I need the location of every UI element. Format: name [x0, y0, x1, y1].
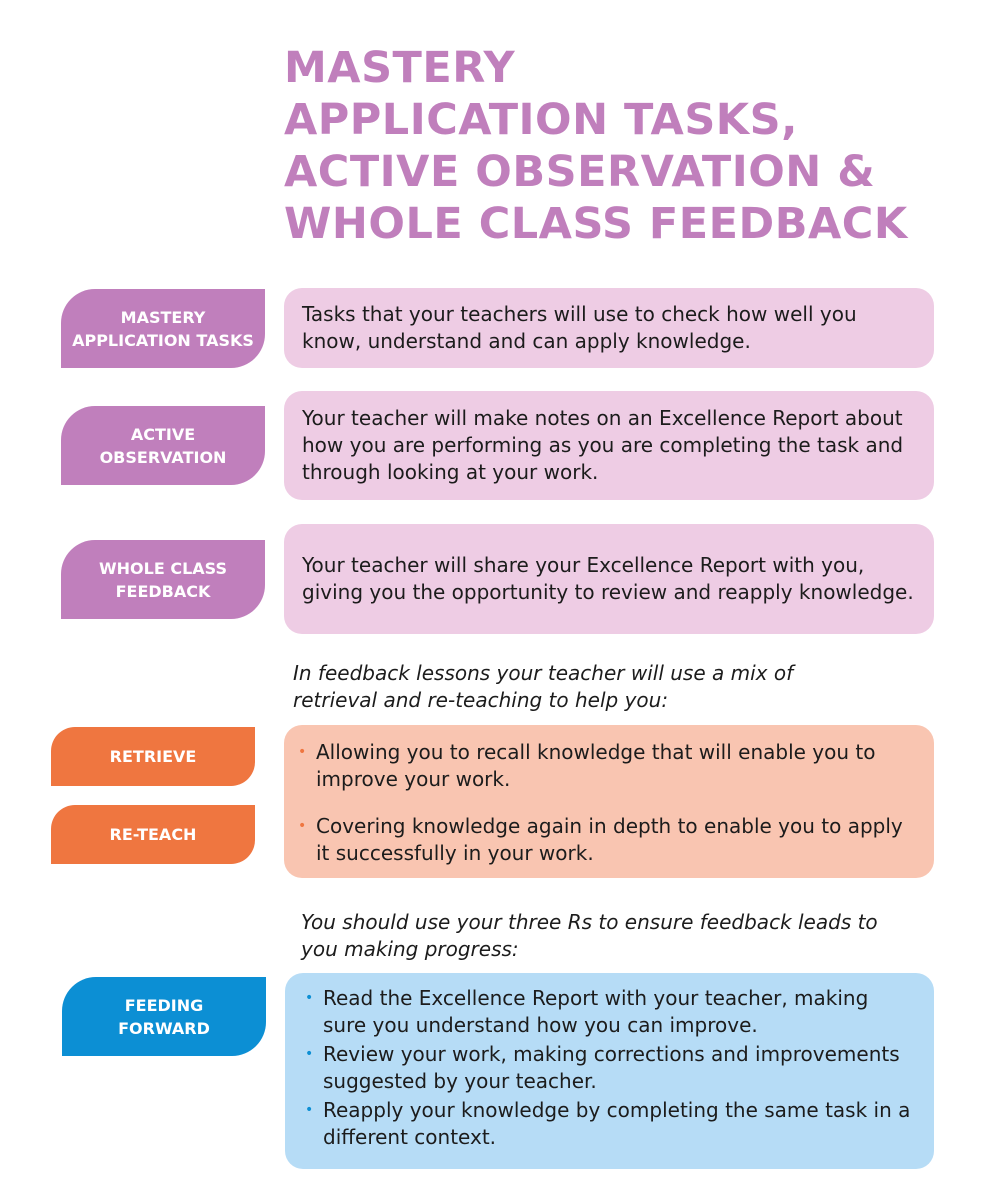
page-title: [284, 42, 964, 250]
observation-description: Your teacher will make notes on an Excellence Report about how you are performing as you are completing the task and through looking at your work.: [302, 406, 904, 484]
three-rs-intro: You should use your three Rs to ensure feedback leads to you making progress:: [301, 910, 878, 961]
whole-class-feedback-tag: WHOLE CLASS FEEDBACK: [61, 540, 265, 619]
list-item: • Allowing you to recall knowledge that will enable you to improve your work.: [298, 740, 876, 791]
feeding-forward-tag: FEEDING FORWARD: [62, 977, 266, 1056]
feedback-lessons-intro: In feedback lessons your teacher will use a mix of retrieval and re-teaching to help you:: [293, 661, 794, 712]
bullet-icon: •: [305, 1102, 314, 1118]
feedback-description-box: [284, 524, 934, 634]
retrieve-reteach-box: [284, 725, 934, 878]
observation-description-box: [284, 391, 934, 500]
bullet-icon: •: [305, 1046, 314, 1062]
feeding-forward-box: [285, 973, 934, 1169]
list-item: • Read the Excellence Report with your teacher, making sure you understand how you can improve.: [305, 986, 869, 1037]
bullet-icon: •: [298, 744, 307, 760]
list-item: • Review your work, making corrections and improvements suggested by your teacher.: [305, 1042, 900, 1093]
reteach-tag: RE-TEACH: [51, 805, 255, 864]
list-item: • Reapply your knowledge by completing the same task in a different context.: [305, 1098, 911, 1149]
bullet-icon: •: [305, 990, 314, 1006]
feeding-forward-list: [303, 985, 912, 1151]
title-line: ACTIVE OBSERVATION &: [284, 147, 876, 197]
mastery-description-box: [284, 288, 934, 368]
active-observation-tag: ACTIVE OBSERVATION: [61, 406, 265, 485]
title-line: WHOLE CLASS FEEDBACK: [284, 199, 908, 249]
mastery-application-tasks-tag: MASTERY APPLICATION TASKS: [61, 289, 265, 368]
feedback-description: Your teacher will share your Excellence Report with you, giving you the opportunity to review and reapply knowledge.: [302, 553, 914, 604]
mastery-description: Tasks that your teachers will use to check how well you know, understand and can apply knowledge.: [302, 302, 857, 353]
title-line: APPLICATION TASKS,: [284, 95, 798, 145]
retrieve-reteach-list: [296, 739, 912, 867]
bullet-icon: •: [298, 818, 307, 834]
retrieve-tag: RETRIEVE: [51, 727, 255, 786]
list-item: • Covering knowledge again in depth to enable you to apply it successfully in your work.: [298, 814, 903, 865]
title-line: MASTERY: [284, 43, 516, 93]
